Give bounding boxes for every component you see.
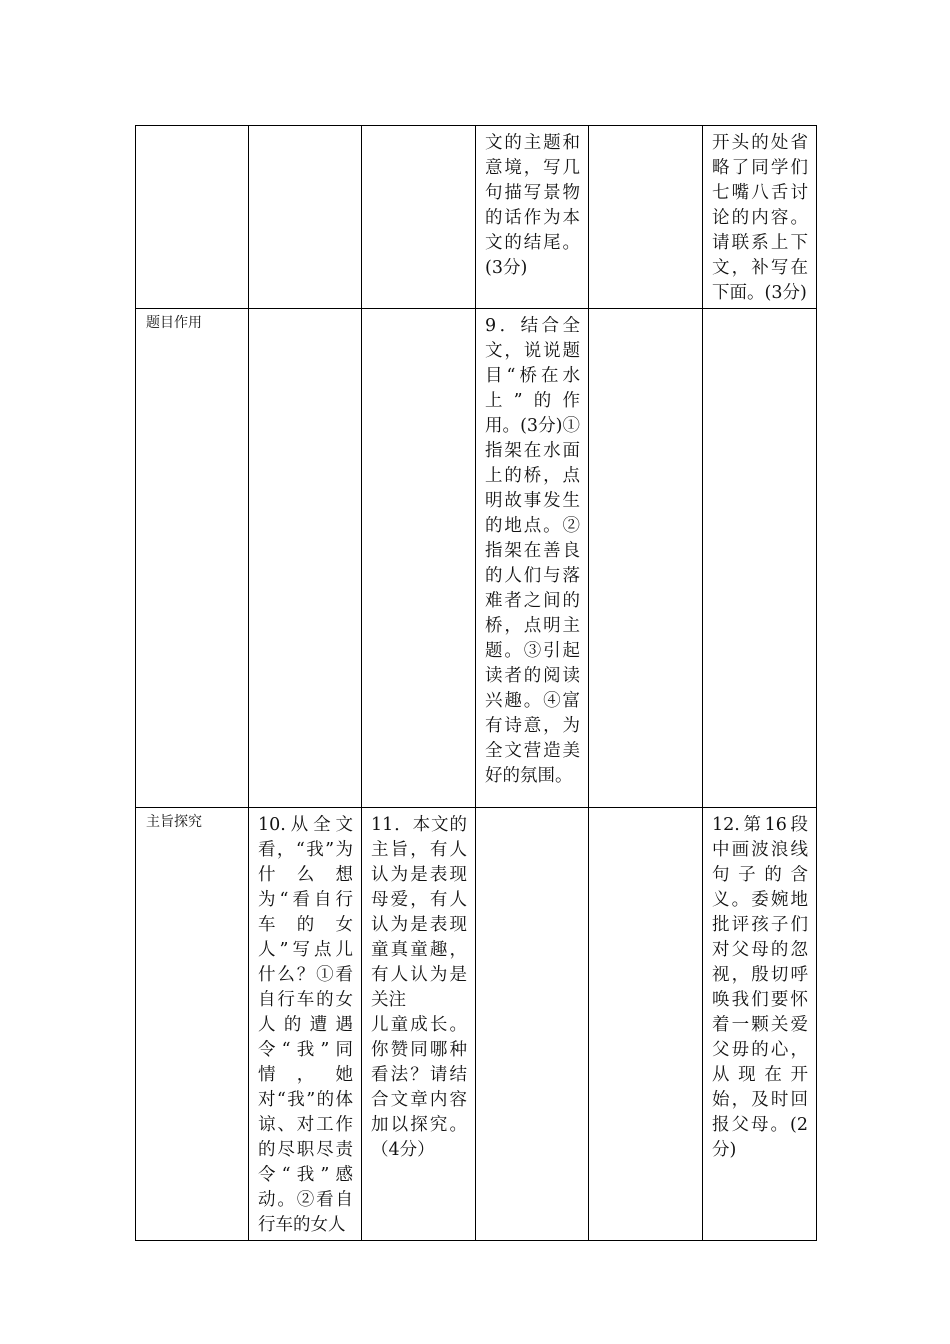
worksheet-table — [135, 125, 817, 1241]
table-cell — [589, 126, 703, 309]
table-row — [136, 309, 817, 808]
row-heading: 主旨探究 — [136, 808, 249, 1241]
table-cell — [362, 309, 476, 808]
table-cell: 开头的处省略了同学们七嘴八舌讨论的内容。请联系上下文，补写在下面。(3分) — [703, 126, 817, 309]
table-cell: 9．结合全文，说说题目“桥在水上”的作用。(3分)①指架在水面上的桥，点明故事发生的地点。②指架在善良的人们与落难者之间的桥，点明主题。③引起读者的阅读兴趣。④富有诗意，为全文营造美好的氛围。 — [476, 309, 589, 808]
table-row — [136, 808, 817, 1241]
row-heading — [136, 126, 249, 309]
table-cell — [476, 808, 589, 1241]
table-cell — [249, 309, 362, 808]
table-cell: 文的主题和意境，写几句描写景物的话作为本文的结尾。(3分) — [476, 126, 589, 309]
table-cell: 11．本文的主旨，有人认为是表现母爱，有人认为是表现童真童趣，有人认为是关注 儿童成长。你赞同哪种看法？请结合文章内容加以探究。（4分） — [362, 808, 476, 1241]
table-cell — [589, 309, 703, 808]
table-cell: 12.第16段中画波浪线句子的含义。委婉地批评孩子们对父母的忽视，殷切呼唤我们要怀着一颗关爱父毋的心，从现在开始，及时回报父母。(2分) — [703, 808, 817, 1241]
row-heading: 题目作用 — [136, 309, 249, 808]
table-row — [136, 126, 817, 309]
table-cell — [362, 126, 476, 309]
table-cell — [703, 309, 817, 808]
table-cell: 10.从全文看，“我”为什么想为“看自行车的女人”写点儿什么？①看自行车的女人的遭遇令“我”同情，她对“我”的体谅、对工作的尽职尽责令“我”感动。②看自行车的女人 — [249, 808, 362, 1241]
table-cell — [589, 808, 703, 1241]
table-cell — [249, 126, 362, 309]
